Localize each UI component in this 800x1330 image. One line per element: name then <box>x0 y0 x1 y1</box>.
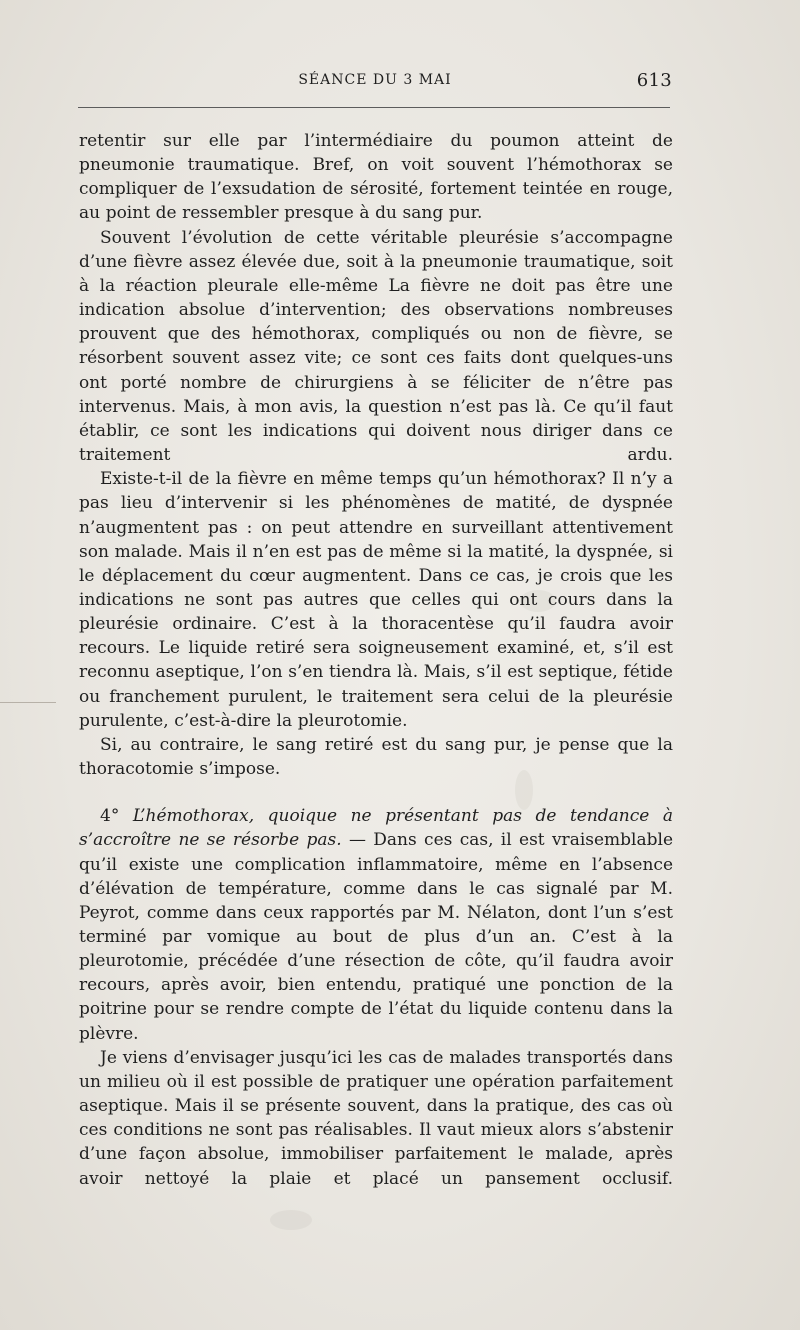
paragraph-6: Je viens d’envisager jusqu’ici les cas de malades transportés dans un milieu où il est possible de pratiquer une opération parfaitement aseptique. Mais il se présente souvent, dans la pratique, des cas où ces conditions ne sont pas réalisables. Il vaut mieux alors s’abstenir d’une façon absolue, immobiliser parfaitement le malade, après avoir nettoyé la plaie et placé un pansement occlusif. <box>79 1047 673 1189</box>
page-header <box>78 70 672 98</box>
paragraph-4: Si, au contraire, le sang retiré est du sang pur, je pense que la thoracotomie s’impose. <box>79 734 673 780</box>
header-rule <box>78 107 670 108</box>
section-body: — Dans ces cas, il est vraisemblable qu’il existe une complication inflammatoire, même en l’absence d’élévation de température, comme dans le cas signalé par M. Peyrot, comme dans ceux rapportés par M. Nélaton, dont l’un s’est terminé par vomique au bout de plus d’un an. C’est à la pleurotomie, précédée d’une résection de côte, qu’il faudra avoir recours, après avoir, bien entendu, pratiqué une ponction de la poitrine pour se rendre compte de l’état du liquide contenu dans la plèvre. <box>79 830 673 1044</box>
margin-mark <box>0 702 56 703</box>
section-number: 4° <box>100 806 120 827</box>
paragraph-3: Existe-t-il de la fièvre en même temps qu’un hémothorax? Il n’y a pas lieu d’intervenir si les phénomènes de matité, de dyspnée n’augmentent pas : on peut attendre en surveillant attentivement son malade. Mais il n’en est pas de même si la matité, la dyspnée, si le déplacement du cœur augmentent. Dans ce cas, je crois que les indications ne sont pas autres que celles qui ont cours dans la pleurésie ordinaire. C’est à la thoracentèse qu’il faudra avoir recours. Le liquide retiré sera soigneusement examiné, et, s’il est reconnu aseptique, l’on s’en tiendra là. Mais, s’il est septique, fétide ou franchement purulent, le traitement sera celui de la pleurésie purulente, c’est-à-dire la pleurotomie. <box>79 469 673 731</box>
paragraph-1: retentir sur elle par l’intermédiaire du poumon atteint de pneumonie traumatique. Bref, on voit souvent l’hémothorax se compliquer de l’exsudation de sérosité, fortement teintée en rouge, au point de ressembler presque à du sang pur. <box>79 131 673 224</box>
body-text <box>79 129 673 1191</box>
paragraph-2: Souvent l’évolution de cette véritable pleurésie s’accompagne d’une fièvre assez élevée due, soit à la pneumonie traumatique, soit à la réaction pleurale elle-même La fièvre ne doit pas être une indication absolue d’intervention; des observations nombreuses prouvent que des hémothorax, compliqués ou non de fièvre, se résorbent souvent assez vite; ce sont ces faits dont quelques-uns ont porté nombre de chirurgiens à se féliciter de n’être pas intervenus. Mais, à mon avis, la question n’est pas là. Ce qu’il faut établir, ce sont les indications qui doivent nous diriger dans ce traitement ardu. <box>79 227 673 466</box>
paper-stain <box>270 1210 312 1230</box>
section-heading: L’hémothorax, quoique ne présentant pas de tendance à s’accroître ne se résorbe pas. <box>79 806 674 851</box>
page-number: 613 <box>636 70 672 91</box>
section-4-paragraph <box>79 804 673 1046</box>
running-head: SÉANCE DU 3 MAI <box>298 72 452 88</box>
section-break <box>79 781 673 804</box>
